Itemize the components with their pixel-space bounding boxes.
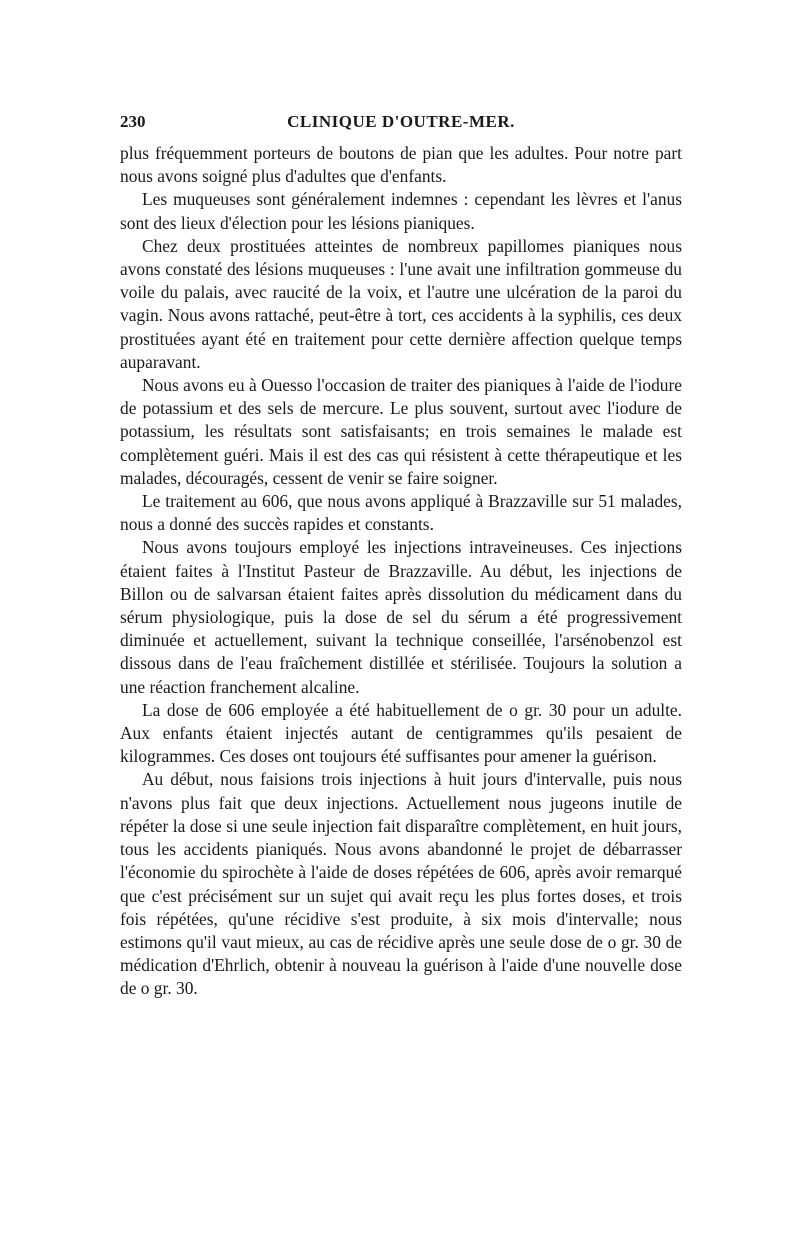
- book-page: [120, 112, 682, 1001]
- paragraph-ouesso: Nous avons eu à Ouesso l'occasion de traiter des pianiques à l'aide de l'iodure de potassium et des sels de mercure. Le plus souvent, surtout avec l'iodure de potassium, les résultats sont satisfaisants; en trois semaines le malade est complètement guéri. Mais il est des cas qui résistent à cette thérapeutique et les malades, découragés, cessent de venir se faire soigner.: [120, 375, 682, 488]
- running-head: [120, 112, 682, 142]
- paragraph-injections: Nous avons toujours employé les injections intraveineuses. Ces injections étaient faites à l'Institut Pasteur de Brazzaville. Au début, les injections de Billon ou de salvarsan étaient faites après dissolution du médicament dans du sérum physiologique, puis la dose de sel du sérum a été progressivement diminuée et actuellement, suivant la technique conseillée, l'arsénobenzol est dissous dans de l'eau fraîchement distillée et stérilisée. Toujours la solution a une réaction franchement alcaline.: [120, 537, 682, 697]
- paragraph-prostituees: Chez deux prostituées atteintes de nombreux papillomes pianiques nous avons constaté des lésions muqueuses : l'une avait une infiltration gommeuse du voile du palais, avec raucité de la voix, et l'autre une ulcération de la paroi du vagin. Nous avons rattaché, peut-être à tort, ces accidents à la syphilis, ces deux prostituées ayant été en traitement pour cette dernière affection quelque temps auparavant.: [120, 235, 682, 372]
- paragraph-traitement-606: Le traitement au 606, que nous avons appliqué à Brazzaville sur 51 malades, nous a donné des succès rapides et constants.: [120, 491, 682, 535]
- body-text: [120, 142, 682, 1001]
- running-title: CLINIQUE D'OUTRE-MER.: [287, 112, 515, 131]
- page-number: 230: [120, 112, 146, 131]
- paragraph-muqueuses: Les muqueuses sont généralement indemnes : cependant les lèvres et l'anus sont des lieux d'élection pour les lésions pianiques.: [120, 189, 682, 233]
- paragraph-au-debut: Au début, nous faisions trois injections à huit jours d'intervalle, puis nous n'avons plus fait que deux injections. Actuellement nous jugeons inutile de répéter la dose si une seule injection fait disparaître complètement, en huit jours, tous les accidents pianiqués. Nous avons abandonné le projet de débarrasser l'économie du spirochète à l'aide de doses répétées de 606, après avoir remarqué que c'est précisément sur un sujet qui avait reçu les plus fortes doses, et trois fois répétées, qu'une récidive s'est produite, à six mois d'intervalle; nous estimons qu'il vaut mieux, au cas de récidive après une seule dose de o gr. 30 de médication d'Ehrlich, obtenir à nouveau la guérison à l'aide d'une nouvelle dose de o gr. 30.: [120, 769, 682, 999]
- paragraph-continued: plus fréquemment porteurs de boutons de pian que les adultes. Pour notre part nous avons soigné plus d'adultes que d'enfants.: [120, 143, 682, 187]
- paragraph-dose: La dose de 606 employée a été habituellement de o gr. 30 pour un adulte. Aux enfants étaient injectés autant de centigrammes qu'ils pesaient de kilogrammes. Ces doses ont toujours été suffisantes pour amener la guérison.: [120, 699, 682, 767]
